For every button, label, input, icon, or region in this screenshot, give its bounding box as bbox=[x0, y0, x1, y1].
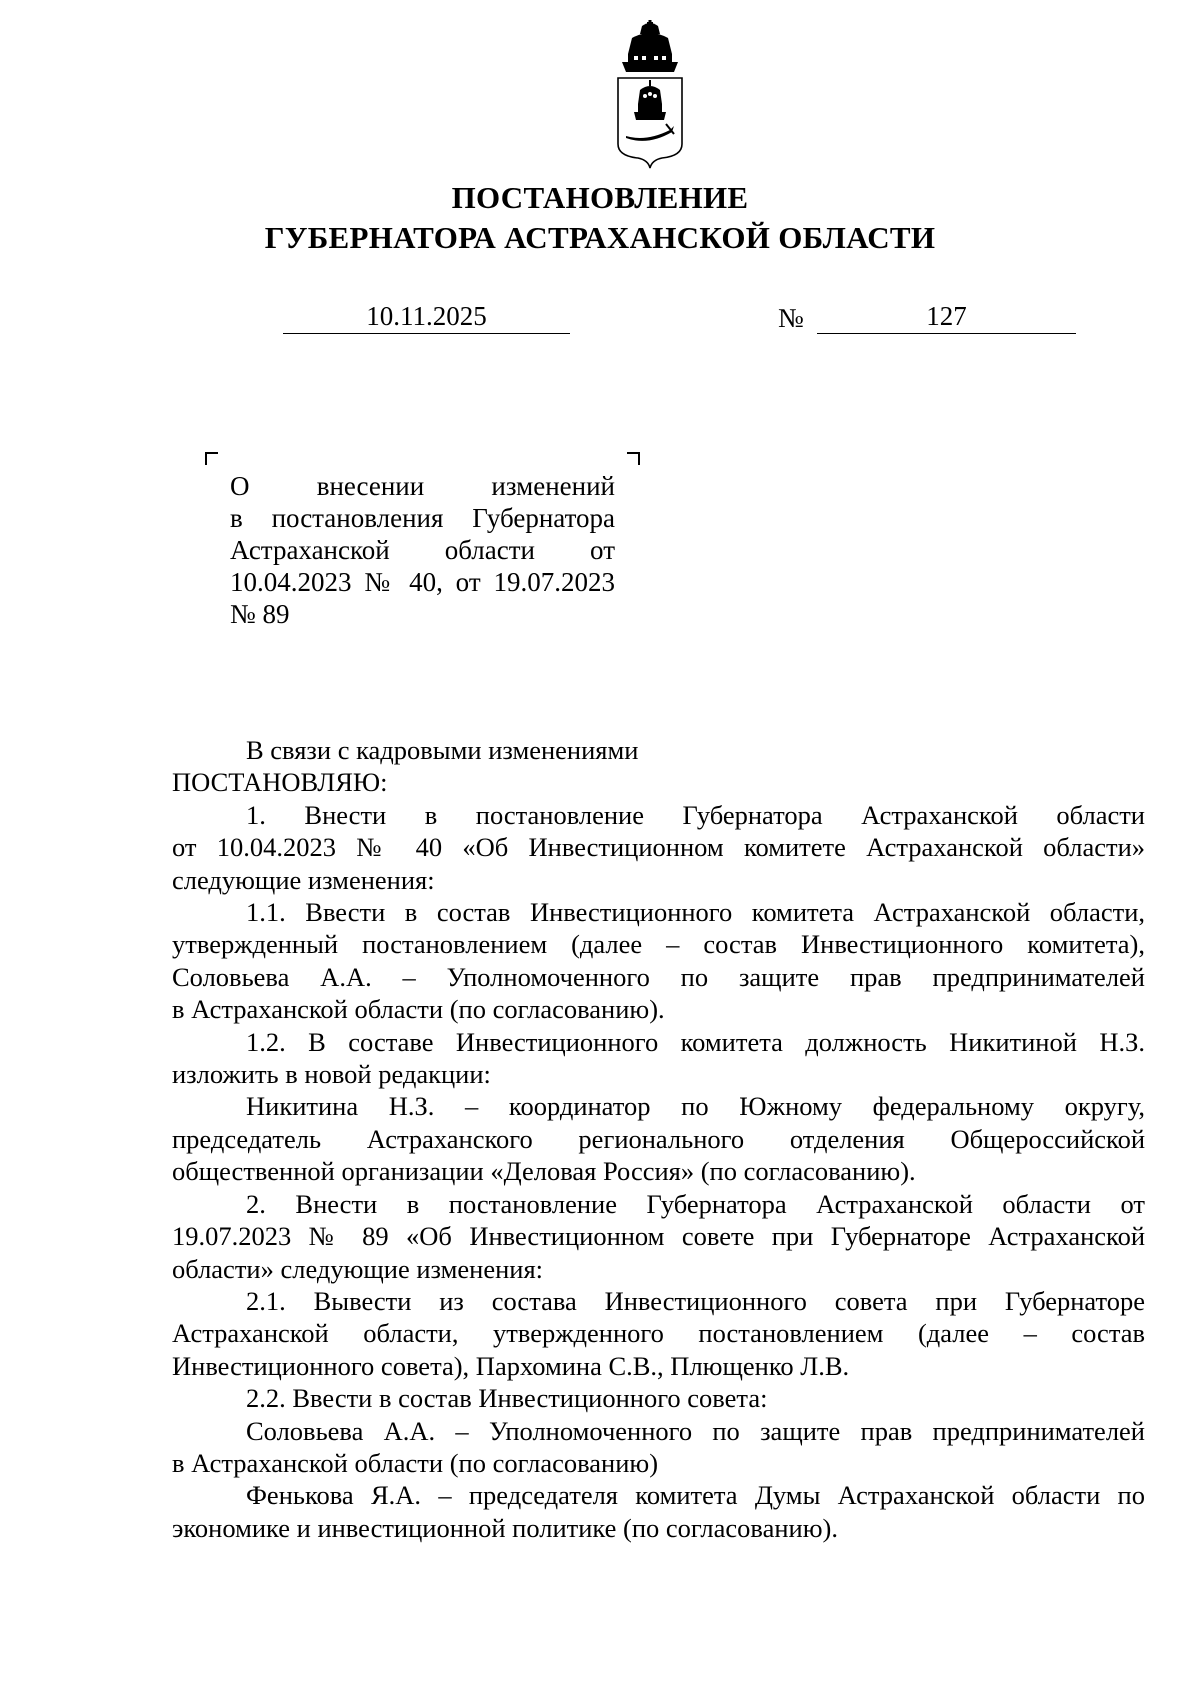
subject-line: в постановления Губернатора bbox=[230, 503, 615, 533]
body-line: 2. Внести в постановление Губернатора Астраханской области от bbox=[246, 1188, 1145, 1219]
document-date: 10.11.2025 bbox=[283, 300, 570, 334]
body-line: 1.2. В составе Инвестиционного комитета должность Никитиной Н.З. bbox=[246, 1026, 1145, 1057]
number-sign: № bbox=[778, 303, 804, 333]
body-line: от 10.04.2023 № 40 «Об Инвестиционном комитете Астраханской области» bbox=[172, 832, 1145, 863]
subject-line: О внесении изменений bbox=[230, 471, 615, 501]
subject-corner-left bbox=[205, 452, 218, 465]
body-line: следующие изменения: bbox=[172, 864, 435, 895]
document-title: ПОСТАНОВЛЕНИЕ bbox=[451, 180, 749, 215]
body-line: области» следующие изменения: bbox=[172, 1253, 544, 1284]
subject-line: 10.04.2023 № 40, от 19.07.2023 bbox=[230, 567, 615, 597]
document-body bbox=[172, 734, 1145, 1544]
subject-block bbox=[230, 470, 615, 630]
body-line: в Астраханской области (по согласованию). bbox=[172, 994, 665, 1025]
body-line: Соловьева А.А. – Уполномоченного по защите прав предпринимателей bbox=[246, 1415, 1145, 1446]
body-line: Никитина Н.З. – координатор по Южному федеральному округу, bbox=[246, 1091, 1145, 1122]
body-line: экономике и инвестиционной политике (по согласованию). bbox=[172, 1512, 838, 1543]
issuer-title: ГУБЕРНАТОРА АСТРАХАНСКОЙ ОБЛАСТИ bbox=[264, 220, 936, 255]
body-line: общественной организации «Деловая Россия» (по согласованию). bbox=[172, 1156, 916, 1187]
body-line: ПОСТАНОВЛЯЮ: bbox=[172, 767, 388, 798]
body-line: В связи с кадровыми изменениями bbox=[246, 735, 639, 765]
body-line: изложить в новой редакции: bbox=[172, 1059, 491, 1090]
body-line: Фенькова Я.А. – председателя комитета Думы Астраханской области по bbox=[246, 1480, 1145, 1511]
body-line: 19.07.2023 № 89 «Об Инвестиционном совете при Губернаторе Астраханской bbox=[172, 1221, 1145, 1252]
body-line: 1. Внести в постановление Губернатора Астраханской области bbox=[246, 799, 1145, 830]
body-line: утвержденный постановлением (далее – состав Инвестиционного комитета), bbox=[172, 929, 1145, 960]
subject-corner-right bbox=[627, 452, 640, 465]
body-line: в Астраханской области (по согласованию) bbox=[172, 1447, 659, 1478]
body-line: 1.1. Ввести в состав Инвестиционного комитета Астраханской области, bbox=[246, 897, 1145, 928]
body-line: Астраханской области, утвержденного постановлением (далее – состав bbox=[172, 1318, 1145, 1349]
document-number: 127 bbox=[817, 300, 1076, 334]
subject-line: Астраханской области от bbox=[230, 535, 615, 565]
body-line: председатель Астраханского регионального отделения Общероссийской bbox=[172, 1123, 1145, 1154]
coat-of-arms-icon bbox=[612, 20, 688, 170]
subject-line: № 89 bbox=[230, 599, 290, 629]
body-line: 2.1. Вывести из состава Инвестиционного совета при Губернаторе bbox=[246, 1285, 1145, 1316]
body-line: Инвестиционного совета), Пархомина С.В., Плющенко Л.В. bbox=[172, 1350, 850, 1381]
body-line: 2.2. Ввести в состав Инвестиционного совета: bbox=[246, 1383, 768, 1414]
body-line: Соловьева А.А. – Уполномоченного по защите прав предпринимателей bbox=[172, 961, 1145, 992]
